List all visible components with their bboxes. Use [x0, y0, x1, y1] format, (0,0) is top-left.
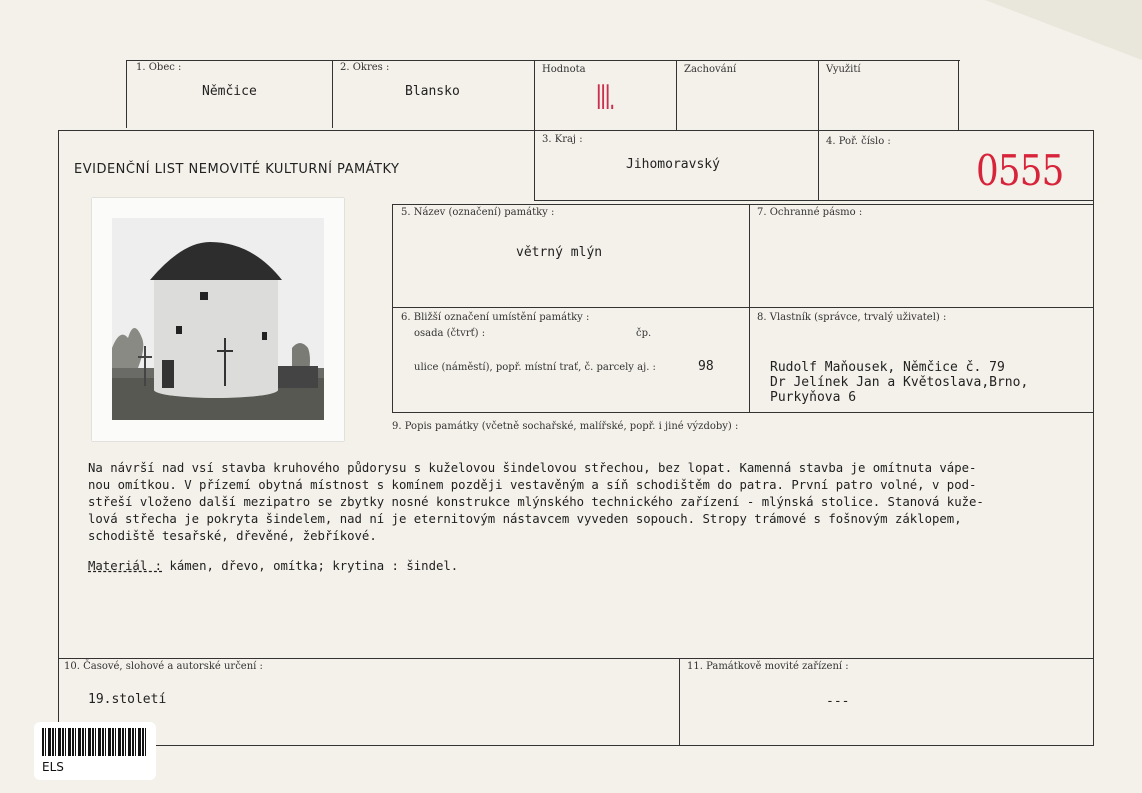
frame-line — [392, 307, 1094, 308]
frame-line — [58, 658, 1094, 659]
header-divider — [958, 60, 959, 130]
ulice-value: 98 — [698, 359, 714, 374]
vlastnik-line: Dr Jelínek Jan a Květoslava,Brno, — [770, 375, 1029, 390]
movite-value: --- — [826, 694, 850, 709]
obec-label: 1. Obec : — [136, 62, 182, 73]
vlastnik-label: 8. Vlastník (správce, trvalý uživatel) : — [757, 312, 947, 323]
frame-line — [58, 130, 59, 746]
monument-photo — [92, 198, 344, 441]
description-line: Na návrší nad vsí stavba kruhového půdorysu s kuželovou šindelovou střechou, bez lopat. Kamenná stavba je omítnuta vápe- — [88, 461, 977, 475]
obec-value: Němčice — [202, 84, 257, 99]
vyuziti-label: Využití — [826, 64, 861, 75]
frame-line — [534, 200, 1094, 201]
cp-label: čp. — [636, 328, 652, 339]
por-cislo-value: 0555 — [976, 146, 1064, 195]
blizsi-oznaceni-label: 6. Bližší označení umístění památky : — [401, 312, 590, 323]
description-line: nou omítkou. V přízemí obytná místnost s komínem později vestavěným a síň schodištěm do patra. První patro volné, v pod- — [88, 478, 977, 492]
description-line: schodiště tesařské, dřevěné, žebříkové. — [88, 529, 377, 543]
ulice-label: ulice (náměstí), popř. místní trať, č. parcely aj. : — [414, 362, 656, 373]
hodnota-label: Hodnota — [542, 64, 586, 75]
frame-line — [58, 745, 1094, 746]
kraj-value: Jihomoravský — [626, 157, 720, 172]
movite-label: 11. Památkově movité zařízení : — [687, 661, 849, 672]
barcode-icon — [42, 728, 148, 756]
osada-label: osada (čtvrť) : — [414, 328, 486, 339]
okres-label: 2. Okres : — [340, 62, 390, 73]
nazev-label: 5. Název (označení) památky : — [401, 207, 555, 218]
popis-label: 9. Popis památky (včetně sochařské, malířské, popř. i jiné výzdoby) : — [392, 421, 739, 432]
description-line: střeší vloženo další mezipatro se zbytky nosné konstrukce mlýnského technického zařízení - mlýnská stolice. Stanová kuže- — [88, 495, 984, 509]
por-cislo-label: 4. Poř. číslo : — [826, 136, 891, 147]
barcode-sticker — [34, 722, 156, 780]
document-title: EVIDENČNÍ LIST NEMOVITÉ KULTURNÍ PAMÁTKY — [74, 162, 400, 177]
material-line — [88, 558, 1048, 575]
frame-line — [392, 412, 1094, 413]
header-top-border — [126, 60, 960, 61]
header-divider — [676, 60, 677, 130]
frame-line — [749, 204, 750, 412]
zachovani-label: Zachování — [684, 64, 737, 75]
description-line: lová střecha je pokryta šindelem, nad ní je eternitovým nástavcem vyveden sopouch. Stropy trámové s fošnovým záklopem, — [88, 512, 962, 526]
windmill-image — [92, 198, 344, 441]
ochranne-pasmo-label: 7. Ochranné pásmo : — [757, 207, 863, 218]
frame-line — [58, 130, 1094, 131]
vlastnik-line: Purkyňova 6 — [770, 390, 857, 405]
material-label: Materiál : — [88, 559, 163, 573]
okres-value: Blansko — [405, 84, 460, 99]
barcode-label: ELS — [42, 760, 64, 774]
casove-value: 19.století — [88, 692, 167, 707]
header-divider — [332, 60, 333, 128]
frame-line — [392, 204, 393, 412]
nazev-value: větrný mlýn — [516, 245, 603, 260]
hodnota-stamp: III. — [596, 78, 615, 118]
frame-line — [1093, 130, 1094, 746]
frame-line — [679, 658, 680, 746]
frame-line — [392, 204, 1094, 205]
description-text — [88, 460, 1048, 575]
vlastnik-line: Rudolf Maňousek, Němčice č. 79 — [770, 360, 1005, 375]
header-divider — [126, 60, 127, 128]
kraj-label: 3. Kraj : — [542, 134, 583, 145]
casove-label: 10. Časové, slohové a autorské určení : — [64, 661, 263, 672]
material-value: kámen, dřevo, omítka; krytina : šindel. — [162, 559, 459, 573]
